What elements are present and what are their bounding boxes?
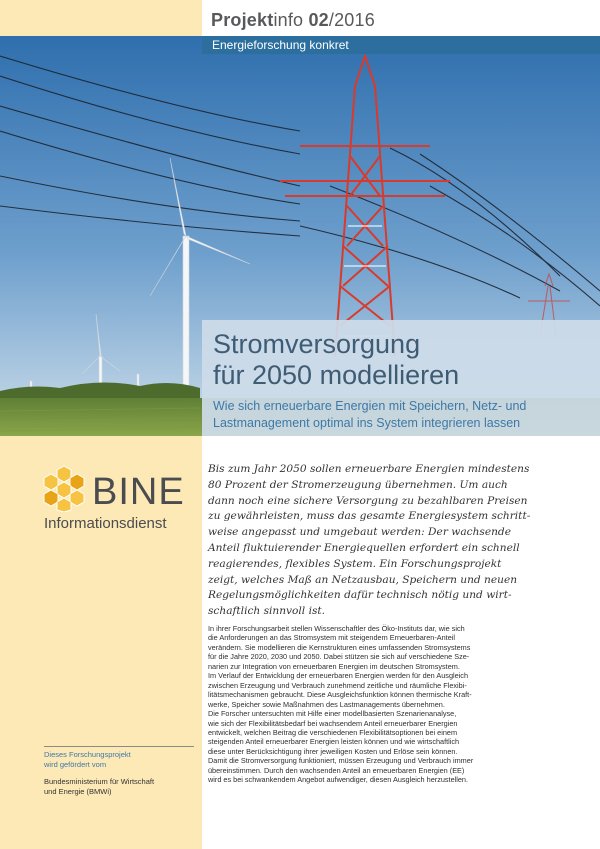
intro-line: zeigt, welches Maß an Netzausbau, Speichern und neuen — [208, 573, 518, 586]
body-line: Die Forscher untersuchten mit Hilfe einer modellbasierten Szenarienanalyse, — [208, 709, 457, 719]
body-line: steigenden Anteil erneuerbarer Energien leisten können und wie wirtschaftlich — [208, 737, 460, 747]
funding-ministry — [44, 777, 194, 796]
subtitle-line-2: Lastmanagement optimal ins System integrieren lassen — [213, 416, 521, 430]
subtitle-line-1: Wie sich erneuerbare Energien mit Speichern, Netz- und — [213, 399, 527, 413]
intro-line: weise angepasst und umgebaut werden: Der wachsende — [208, 526, 511, 539]
bine-logo-word: BINE — [92, 471, 185, 513]
section-label: Energieforschung konkret — [212, 38, 349, 52]
intro-line: 80 Prozent der Stromerzeugung übernehmen. Um auch — [208, 478, 508, 491]
funding-divider — [44, 746, 194, 747]
page-subtitle — [213, 398, 526, 432]
body-line: narien zur Integration von erneuerbaren Energien im deutschen Stromsystem. — [208, 661, 460, 671]
body-line: litätsmechanismen gebraucht. Diese Ausgleichsfunktion können thermische Kraft- — [208, 690, 472, 700]
body-paragraph — [208, 624, 590, 785]
body-line: entwickelt, welchen Beitrag die verschiedenen Flexibilitätsoptionen bei einem — [208, 727, 458, 737]
title-line-1: Stromversorgung — [213, 329, 421, 359]
body-line: Im Verlauf der Entwicklung der erneuerbaren Energien werden für den Ausgleich — [208, 671, 469, 681]
body-line: übereinstimmen. Durch den wachsenden Anteil an erneuerbaren Energien (EE) — [208, 765, 465, 775]
intro-line: dann noch eine sichere Versorgung zu bezahlbaren Preisen — [208, 494, 528, 507]
body-line: für die Jahre 2020, 2030 und 2050. Dabei stützen sie sich auf verschiedene Sze- — [208, 652, 470, 662]
funding-line-4: und Energie (BMWi) — [44, 786, 112, 796]
funding-line-3: Bundesministerium für Wirtschaft — [44, 777, 155, 786]
header-accent-block — [0, 0, 202, 36]
funding-line-2: wird gefördert vom — [44, 759, 107, 769]
funding-note — [44, 750, 194, 769]
body-line: die Anforderungen an das Stromsystem mit steigendem Erneuerbaren-Anteil — [208, 633, 456, 643]
body-line: wie sich der Flexibilitätsbedarf bei wachsendem Anteil erneuerbarer Energien — [208, 718, 458, 728]
intro-line: reagierendes, flexibles System. Ein Forschungsprojekt — [208, 557, 502, 570]
page-title — [213, 329, 459, 391]
funding-line-1: Dieses Forschungsprojekt — [44, 750, 131, 759]
body-line: wird es bei schwankendem Angebot aufwendiger, diesen Ausgleich herzustellen. — [208, 775, 469, 785]
body-line: zwischen Erzeugung und Verbrauch zunehmend zeitliche und räumliche Flexibi- — [208, 680, 467, 690]
body-line: verändern. Sie modellieren die Kernstrukturen eines umfassenden Stromsystems — [208, 642, 471, 652]
bine-logo-tagline: Informationsdienst — [44, 515, 167, 532]
issue-number: 02 — [308, 10, 329, 30]
body-line: In ihrer Forschungsarbeit stellen Wissenschaftler des Öko-Instituts dar, wie sich — [208, 624, 465, 633]
intro-line: Bis zum Jahr 2050 sollen erneuerbare Energien mindestens — [208, 463, 530, 475]
body-line: werke, Speicher sowie Maßnahmen des Lastmanagements übernehmen. — [208, 699, 445, 709]
bine-logo-icon — [40, 464, 88, 512]
series-title-bold: Projekt — [211, 10, 274, 30]
issue-year: /2016 — [328, 10, 375, 30]
intro-line: schaftlich sinnvoll ist. — [208, 605, 326, 618]
body-line: diese unter Berücksichtigung ihrer jeweiligen Kosten und Erlöse sein können. — [208, 746, 458, 756]
intro-line: Regelungsmöglichkeiten dafür technisch nötig und wirt- — [208, 589, 512, 602]
intro-line: Anteil fluktuierender Energiequellen erfordert ein schnell — [208, 541, 520, 554]
intro-paragraph — [208, 462, 590, 620]
title-line-2: für 2050 modellieren — [213, 360, 460, 390]
body-line: Damit die Stromversorgung funktioniert, müssen Erzeugung und Verbrauch immer — [208, 756, 474, 766]
series-title-rest: info — [273, 10, 304, 30]
series-title — [211, 10, 375, 31]
intro-line: zu gewährleisten, muss das gesamte Energiesystem schritt- — [208, 510, 531, 523]
